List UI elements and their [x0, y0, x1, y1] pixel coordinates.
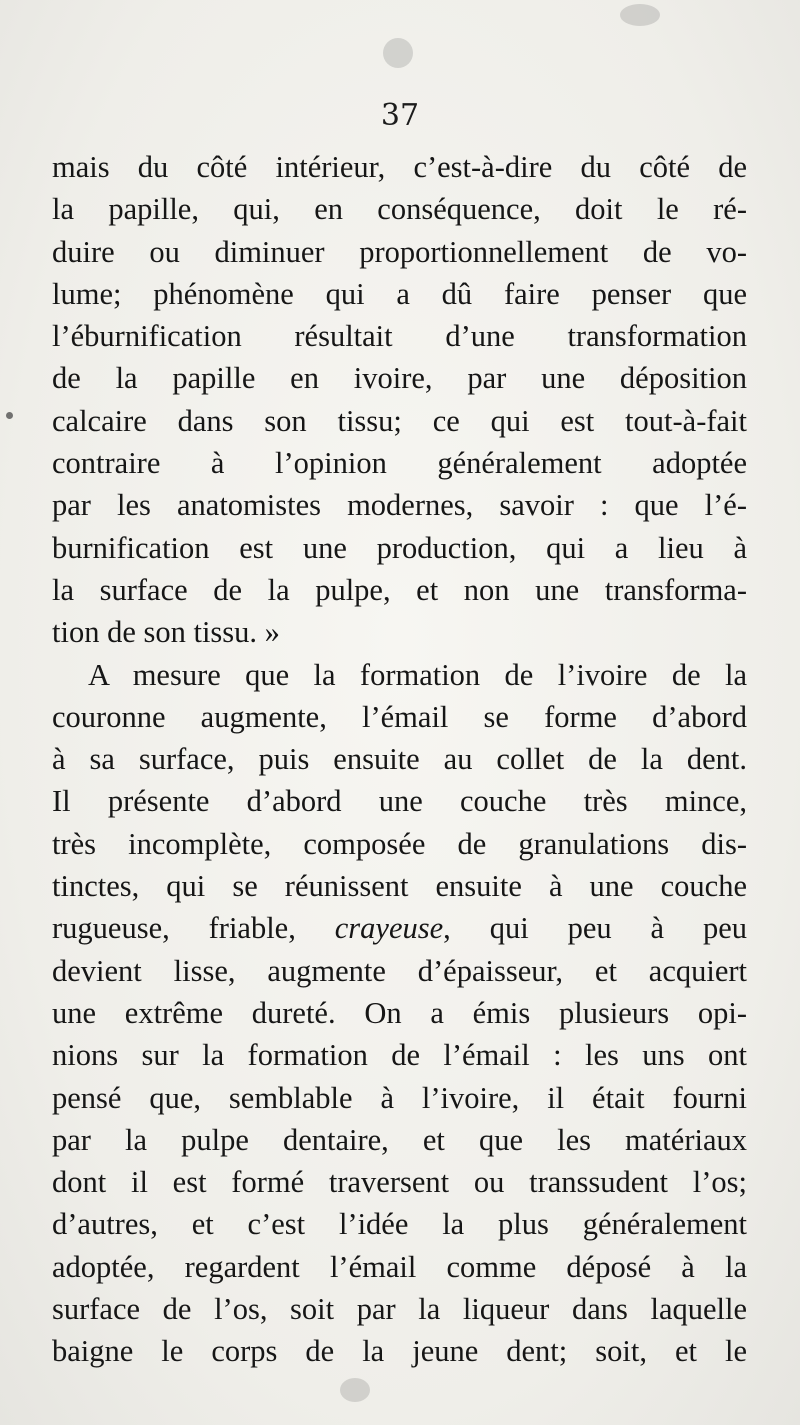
text-line: duire ou diminuer proportionnellement de vo- [52, 234, 747, 269]
paper-speck [6, 412, 13, 419]
text-line: la surface de la pulpe, et non une transforma- [52, 572, 747, 607]
text-line: rugueuse, friable, crayeuse, qui peu à peu [52, 911, 748, 946]
text-line: nions sur la formation de l’émail : les uns ont [52, 1038, 747, 1073]
text-line: Il présente d’abord une couche très mince, [52, 784, 747, 819]
text-line: burnification est une production, qui a lieu à [52, 530, 747, 565]
text-line: dont il est formé traversent ou transsudent l’os; [52, 1165, 747, 1200]
text-line: de la papille en ivoire, par une déposition [52, 361, 747, 396]
italic-word: crayeuse [334, 911, 444, 946]
text-line: contraire à l’opinion généralement adoptée [52, 446, 747, 481]
text-line: devient lisse, augmente d’épaisseur, et acquiert [52, 953, 747, 988]
text-line: baigne le corps de la jeune dent; soit, et le [52, 1334, 747, 1369]
paper-speck [340, 1378, 370, 1402]
page-number: 37 [380, 98, 420, 133]
text-line: adoptée, regardent l’émail comme déposé à la [52, 1249, 747, 1284]
paper-speck [383, 38, 413, 68]
text-line: par la pulpe dentaire, et que les matériaux [52, 1122, 747, 1157]
text-line: couronne augmente, l’émail se forme d’abord [52, 699, 747, 734]
text-line: une extrême dureté. On a émis plusieurs opi- [52, 995, 747, 1030]
text-line: l’éburnification résultait d’une transformation [52, 319, 747, 354]
text-line: tinctes, qui se réunissent ensuite à une couche [52, 869, 747, 904]
text-line: par les anatomistes modernes, savoir : que l’é- [52, 488, 747, 523]
text-line: la papille, qui, en conséquence, doit le ré- [52, 192, 747, 227]
text-line: surface de l’os, soit par la liqueur dans laquelle [52, 1292, 747, 1327]
paragraph-start-line: A mesure que la formation de l’ivoire de la [88, 657, 747, 692]
text-line: très incomplète, composée de granulations dis- [52, 826, 747, 861]
text-line: d’autres, et c’est l’idée la plus généralement [52, 1207, 747, 1242]
text-line: calcaire dans son tissu; ce qui est tout-à-fait [52, 403, 747, 438]
text-line: lume; phénomène qui a dû faire penser que [52, 276, 747, 311]
paper-speck [620, 4, 660, 26]
text-line: pensé que, semblable à l’ivoire, il était fourni [52, 1080, 747, 1115]
text-line: mais du côté intérieur, c’est-à-dire du côté de [52, 150, 747, 184]
body-text [52, 146, 747, 1373]
paragraph-end-line: tion de son tissu. » [52, 615, 280, 650]
text-line: à sa surface, puis ensuite au collet de la dent. [52, 742, 747, 777]
